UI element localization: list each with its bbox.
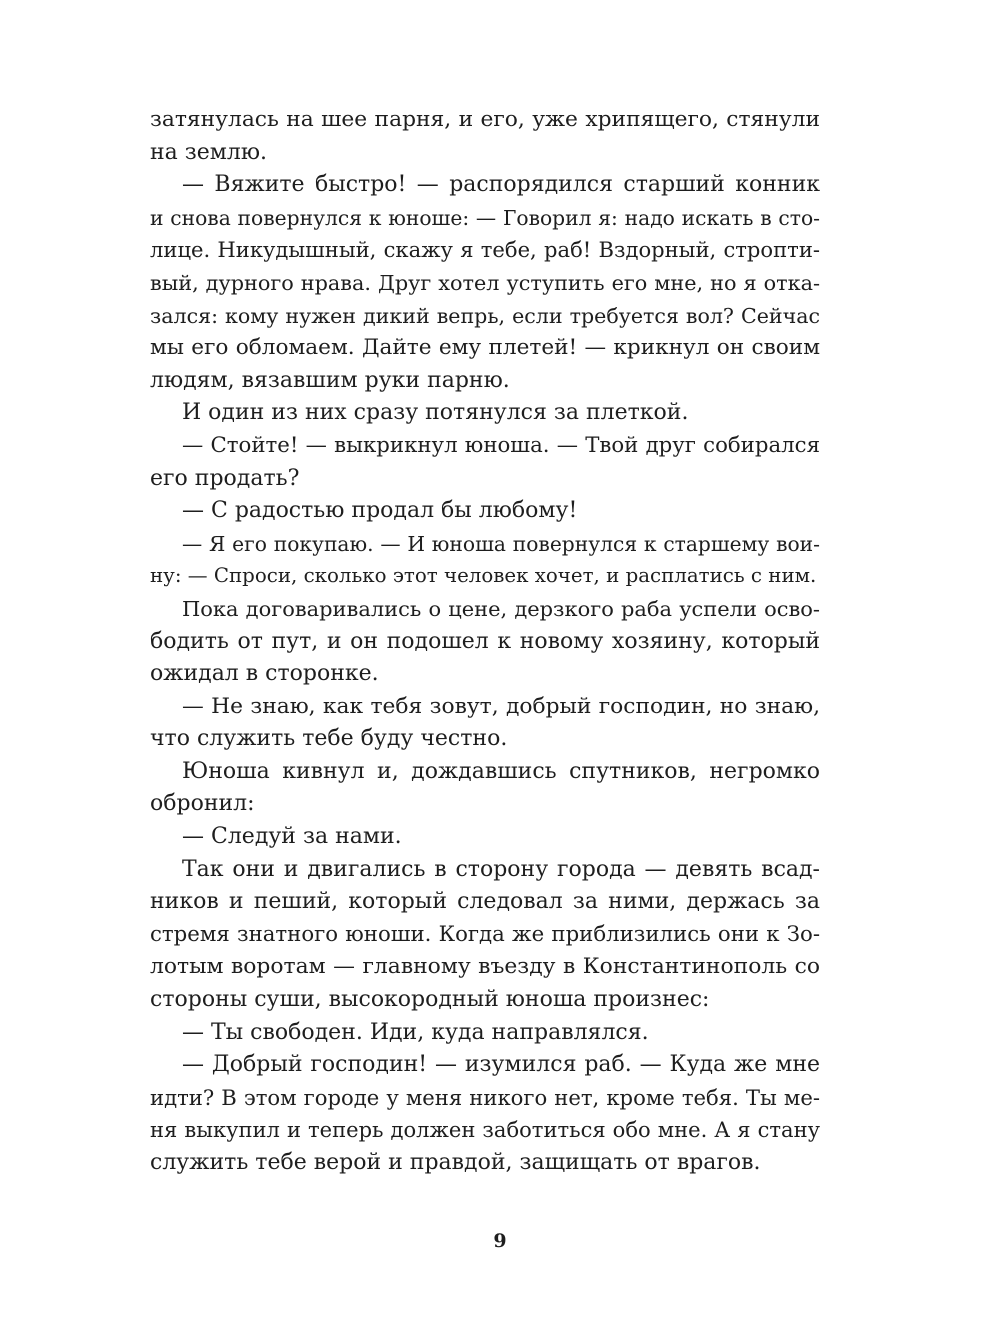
text-line: лице. Никудышный, скажу я тебе, раб! Вздорный, стропти- (150, 237, 820, 263)
page-number: 9 (493, 1230, 507, 1252)
text-line: вый, дурного нрава. Друг хотел уступить его мне, но я отка- (150, 270, 820, 295)
text-line: затянулась на шее парня, и его, уже хрипящего, стянули (150, 107, 820, 132)
text-line: на землю. (150, 139, 268, 165)
text-line: — Добрый господин! — изумился раб. — Куда же мне (182, 1052, 820, 1078)
text-line: — Ты свободен. Иди, куда направлялся. (182, 1019, 649, 1045)
text-line: стороны суши, высокородный юноша произнес: (150, 987, 710, 1013)
text-line: его продать? (150, 465, 300, 491)
text-line: что служить тебе буду честно. (150, 726, 508, 752)
text-line: служить тебе верой и правдой, защищать от врагов. (150, 1150, 761, 1175)
text-line: — Вяжите быстро! — распорядился старший конник (182, 172, 820, 198)
text-line: бодить от пут, и он подошел к новому хозяину, который (150, 628, 820, 654)
text-line: Юноша кивнул и, дождавшись спутников, негромко (182, 758, 820, 784)
text-line: И один из них сразу потянулся за плеткой. (182, 400, 689, 426)
text-line: — Стойте! — выкрикнул юноша. — Твой друг собирался (182, 432, 820, 458)
text-line: — С радостью продал бы любому! (182, 498, 578, 524)
text-line: и снова повернулся к юноше: — Говорил я: надо искать в сто- (150, 205, 820, 230)
text-line: ну: — Спроси, сколько этот человек хочет, и расплатись с ним. (150, 564, 817, 588)
text-line: ожидал в сторонке. (150, 661, 379, 687)
text-line: Пока договаривались о цене, дерзкого раба успели осво- (182, 596, 820, 621)
text-line: обронил: (150, 791, 255, 817)
text-line: людям, вязавшим руки парню. (150, 367, 510, 393)
text-line: ников и пеший, который следовал за ними, держась за (150, 889, 820, 915)
body-text (150, 104, 820, 1180)
text-line: мы его обломаем. Дайте ему плетей! — крикнул он своим (150, 335, 820, 361)
text-line: идти? В этом городе у меня никого нет, кроме тебя. Ты ме- (150, 1084, 820, 1110)
text-line: Так они и двигались в сторону города — девять всад- (182, 856, 820, 882)
text-line: — Не знаю, как тебя зовут, добрый господин, но знаю, (182, 693, 820, 719)
text-line: ня выкупил и теперь должен заботиться обо мне. А я стану (150, 1117, 820, 1143)
text-line: лотым воротам — главному въезду в Константинополь со (150, 954, 820, 980)
text-line: зался: кому нужен дикий вепрь, если требуется вол? Сейчас (150, 303, 820, 328)
text-line: — Следуй за нами. (182, 824, 402, 850)
text-line: стремя знатного юноши. Когда же приблизились они к Зо- (150, 921, 820, 947)
text-line: — Я его покупаю. — И юноша повернулся к старшему вои- (182, 531, 820, 556)
